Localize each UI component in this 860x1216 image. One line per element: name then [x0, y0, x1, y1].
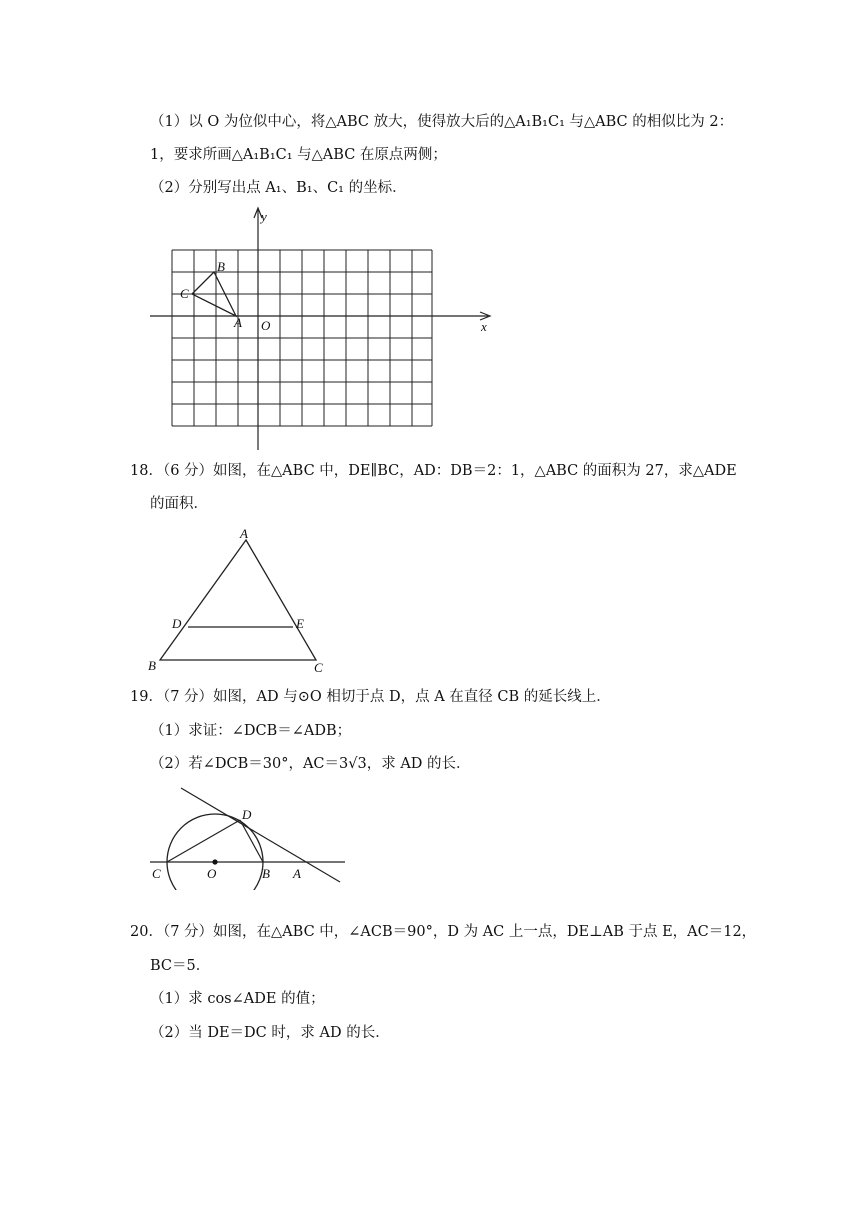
q18-triangle-figure — [140, 522, 340, 678]
point-e-label: E — [296, 616, 304, 631]
point-d-label: D — [172, 616, 182, 631]
origin-label: O — [261, 318, 271, 333]
q19-part1: （1）求证：∠DCB＝∠ADB； — [150, 723, 352, 739]
x-axis-label: x — [481, 319, 487, 334]
triangle-abc — [160, 540, 316, 660]
q17-part1-line1: （1）以 O 为位似中心，将△ABC 放大，使得放大后的△A₁B₁C₁ 与△ABC 的相似比为 2： — [150, 114, 734, 130]
center-dot — [212, 859, 217, 864]
q18-text-line1: 18．（6 分）如图，在△ABC 中，DE∥BC，AD：DB＝2：1，△ABC 的面积为 27，求△ADE — [130, 463, 737, 479]
y-axis-label: y — [261, 209, 267, 224]
point-a-label: A — [293, 866, 301, 881]
chord-db — [240, 820, 263, 862]
center-o-label: O — [207, 866, 217, 881]
q18-text-line2: 的面积． — [150, 496, 208, 512]
q20-text-line1: 20．（7 分）如图，在△ABC 中，∠ACB＝90°，D 为 AC 上一点，DE⊥AB 于点 E，AC＝12， — [130, 924, 757, 940]
point-c-label: C — [152, 866, 161, 881]
tangent-line-ad — [181, 788, 340, 882]
q17-part1-line2: 1，要求所画△A₁B₁C₁ 与△ABC 在原点两侧； — [150, 147, 447, 163]
chord-cd — [167, 820, 240, 862]
point-a-label: A — [234, 315, 242, 330]
point-b-label: B — [217, 259, 225, 274]
q20-text-line2: BC＝5． — [150, 958, 211, 974]
q20-part2: （2）当 DE＝DC 时，求 AD 的长． — [150, 1025, 390, 1041]
q17-coordinate-grid-figure — [140, 200, 500, 458]
point-b-label: B — [262, 866, 270, 881]
point-c-label: C — [180, 286, 189, 301]
grid-lines — [172, 250, 432, 426]
q20-part1: （1）求 cos∠ADE 的值； — [150, 991, 325, 1007]
q17-part2: （2）分别写出点 A₁、B₁、C₁ 的坐标． — [150, 180, 407, 196]
q19-part2: （2）若∠DCB＝30°，AC＝3√3，求 AD 的长． — [150, 756, 471, 772]
vertex-c-label: C — [314, 660, 323, 675]
point-d-label: D — [242, 807, 252, 822]
vertex-b-label: B — [148, 658, 156, 673]
q19-text-line1: 19．（7 分）如图，AD 与⊙O 相切于点 D，点 A 在直径 CB 的延长线上． — [130, 689, 611, 705]
vertex-a-label: A — [240, 526, 248, 541]
q19-circle-tangent-figure — [140, 780, 350, 890]
